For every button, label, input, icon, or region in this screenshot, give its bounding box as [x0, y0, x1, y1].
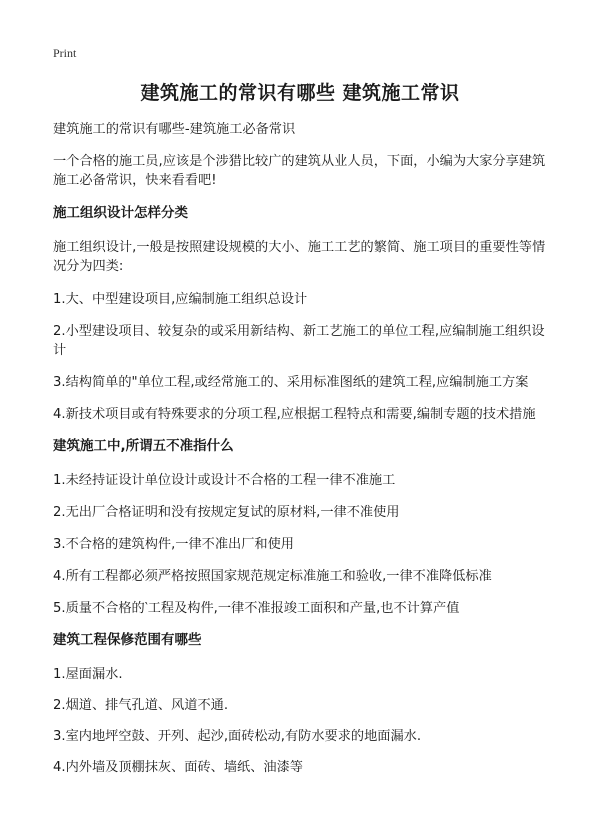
list-item: 1.未经持证设计单位设计或设计不合格的工程一律不准施工	[53, 473, 396, 488]
list-item: 2.无出厂合格证明和没有按规定复试的原材料,一律不准使用	[53, 505, 400, 520]
section-paragraph: 施工组织设计,一般是按照建设规模的大小、施工工艺的繁简、施工项目的重要性等情况分为四类:	[53, 240, 546, 274]
list-item: 2.小型建设项目、较复杂的或采用新结构、新工艺施工的单位工程,应编制施工组织设计	[53, 324, 545, 358]
list-item: 4.新技术项目或有特殊要求的分项工程,应根据工程特点和需要,编制专题的技术措施	[53, 407, 536, 422]
document-body	[53, 120, 550, 789]
document-subtitle: 建筑施工的常识有哪些-建筑施工必备常识	[53, 122, 296, 137]
list-item: 4.所有工程都必须严格按照国家规范规定标准施工和验收,一律不准降低标准	[53, 569, 492, 584]
intro-paragraph: 一个合格的施工员,应该是个涉猎比较广的建筑从业人员，下面，小编为大家分享建筑施工必备常识，快来看看吧!	[53, 154, 546, 188]
list-item: 5.质量不合格的‵工程及构件,一律不准报竣工面积和产量,也不计算产值	[53, 601, 460, 616]
section-heading: 建筑施工中,所谓五不准指什么	[53, 438, 234, 454]
list-item: 3.室内地坪空鼓、开列、起沙,面砖松动,有防水要求的地面漏水.	[53, 729, 422, 744]
section-heading: 建筑工程保修范围有哪些	[53, 632, 202, 648]
list-item: 1.屋面漏水.	[53, 667, 123, 682]
page-title: 建筑施工的常识有哪些 建筑施工常识	[140, 82, 460, 104]
section-heading: 施工组织设计怎样分类	[53, 205, 188, 221]
list-item: 1.大、中型建设项目,应编制施工组织总设计	[53, 292, 308, 307]
list-item: 3.结构简单的"单位工程,或经常施工的、采用标准图纸的建筑工程,应编制施工方案	[53, 375, 529, 390]
print-label: Print	[53, 46, 77, 60]
list-item: 4.内外墙及顶棚抹灰、面砖、墙纸、油漆等	[53, 760, 303, 775]
list-item: 3.不合格的建筑构件,一律不准出厂和使用	[53, 537, 294, 552]
list-item: 2.烟道、排气孔道、风道不通.	[53, 698, 229, 713]
